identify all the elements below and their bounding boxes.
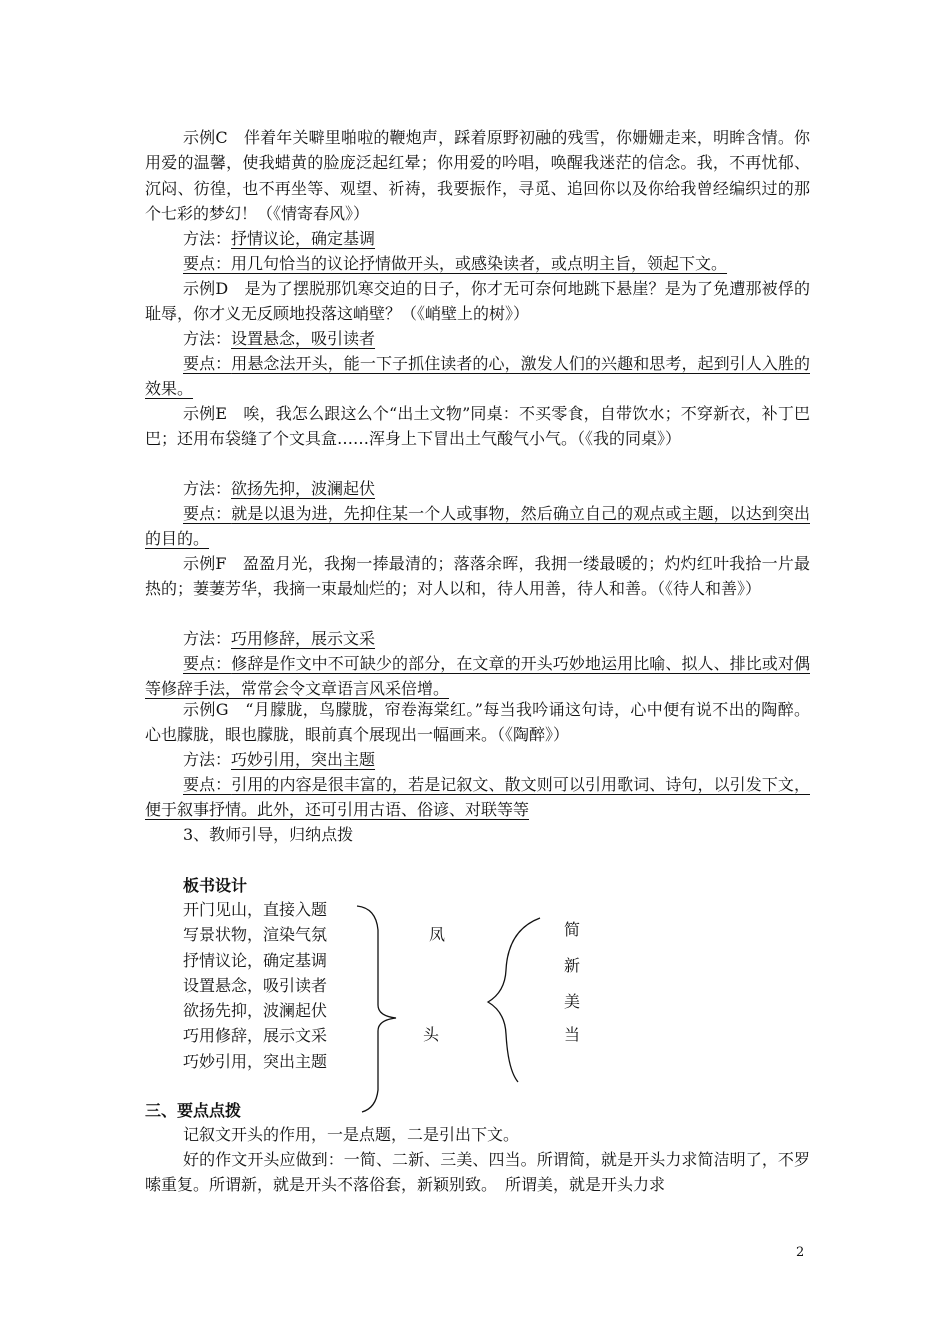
example-e-text: 示例E 唉，我怎么跟这么个“出土文物”同桌：不买零食，自带饮水；不穿新衣，补丁巴巴；还用布袋缝了个文具盒……浑身上下冒出土气酸气小气。（《我的同桌》） xyxy=(145,404,810,449)
method-label: 方法： xyxy=(183,629,232,648)
method-label: 方法： xyxy=(183,229,232,248)
board-item: 写景状物，渲染气氛 xyxy=(183,925,328,945)
method-text: 抒情议论，确定基调 xyxy=(231,229,376,248)
board-center-top: 凤 xyxy=(429,925,446,944)
point-text: 用悬念法开头，能一下子抓住读者的心，激发人们的兴趣和思考，起到引人入胜的效果。 xyxy=(145,354,810,399)
example-d-text: 示例D 是为了摆脱那饥寒交迫的日子，你才无可奈何地跳下悬崖？是为了免遭那被俘的耻辱，你才义无反顾地投落这峭壁？（《峭壁上的树》） xyxy=(145,279,810,324)
point-label: 要点： xyxy=(183,654,232,673)
board-item: 巧妙引用，突出主题 xyxy=(183,1051,328,1071)
board-center-bottom: 头 xyxy=(423,1025,440,1044)
example-c-text: 示例C 伴着年关噼里啪啦的鞭炮声，踩着原野初融的残雪，你姗姗走来，明眸含情。你用爱的温馨，使我蜡黄的脸庞泛起红晕；你用爱的吟唱，唤醒我迷茫的信念。我，不再忧郁、沉闷、彷徨，也不再坐等、观望、祈祷，我要振作，寻觅、追回你以及你给我曾经编织过的那个七彩的梦幻！（《情寄春风》） xyxy=(145,128,810,223)
board-item: 开门见山，直接入题 xyxy=(183,900,328,919)
method-text: 欲扬先抑，波澜起伏 xyxy=(231,479,376,498)
page-number: 2 xyxy=(796,1245,805,1260)
point-label: 要点： xyxy=(183,254,232,273)
section-paragraph: 好的作文开头应做到：一简、二新、三美、四当。所谓简，就是开头力求简洁明了，不罗嗦重复。所谓新，就是开头不落俗套，新颖别致。 所谓美，就是开头力求 xyxy=(145,1150,810,1195)
point-text: 用几句恰当的议论抒情做开头，或感染读者，或点明主旨，领起下文。 xyxy=(231,254,728,273)
point-text: 就是以退为进，先抑住某一个人或事物，然后确立自己的观点或主题，以达到突出的目的。 xyxy=(145,504,810,549)
board-right-char: 简 xyxy=(564,920,581,939)
method-text: 巧用修辞，展示文采 xyxy=(231,629,376,648)
board-right-char: 新 xyxy=(564,956,581,975)
method-label: 方法： xyxy=(183,750,232,769)
section-paragraph: 记叙文开头的作用，一是点题，二是引出下文。 xyxy=(183,1125,520,1144)
method-text: 设置悬念，吸引读者 xyxy=(231,329,376,348)
method-label: 方法： xyxy=(183,479,232,498)
board-item: 巧用修辞，展示文采 xyxy=(183,1026,328,1046)
step-3-heading: 3、教师引导，归纳点拨 xyxy=(183,825,354,844)
point-text: 引用的内容是很丰富的，若是记叙文、散文则可以引用歌词、诗句，以引发下文，便于叙事抒情。此外，还可引用古语、俗谚、对联等等 xyxy=(145,775,810,820)
method-text: 巧妙引用，突出主题 xyxy=(231,750,376,769)
board-title: 板书设计 xyxy=(183,876,248,895)
board-item: 欲扬先抑，波澜起伏 xyxy=(183,1001,328,1021)
point-label: 要点： xyxy=(183,504,232,523)
point-text: 修辞是作文中不可缺少的部分，在文章的开头巧妙地运用比喻、拟人、排比或对偶等修辞手法，常常会令文章语言风采倍增。 xyxy=(145,654,810,699)
method-label: 方法： xyxy=(183,329,232,348)
section-title: 三、要点点拨 xyxy=(145,1101,242,1120)
example-f-text: 示例F 盈盈月光，我掬一捧最清的；落落余晖，我拥一缕最暖的；灼灼红叶我拾一片最热的；萋萋芳华，我摘一束最灿烂的；对人以和，待人用善，待人和善。（《待人和善》） xyxy=(145,554,810,599)
board-right-char: 美 xyxy=(564,992,581,1011)
board-right-char: 当 xyxy=(564,1025,581,1044)
point-label: 要点： xyxy=(183,775,232,794)
point-label: 要点： xyxy=(183,354,232,373)
board-item: 设置悬念，吸引读者 xyxy=(183,975,328,995)
board-item: 抒情议论，确定基调 xyxy=(183,950,328,970)
example-g-text: 示例G “月朦胧，鸟朦胧，帘卷海棠红。”每当我吟诵这句诗，心中便有说不出的陶醉。心也朦胧，眼也朦胧，眼前真个展现出一幅画来。（《陶醉》） xyxy=(145,700,810,745)
